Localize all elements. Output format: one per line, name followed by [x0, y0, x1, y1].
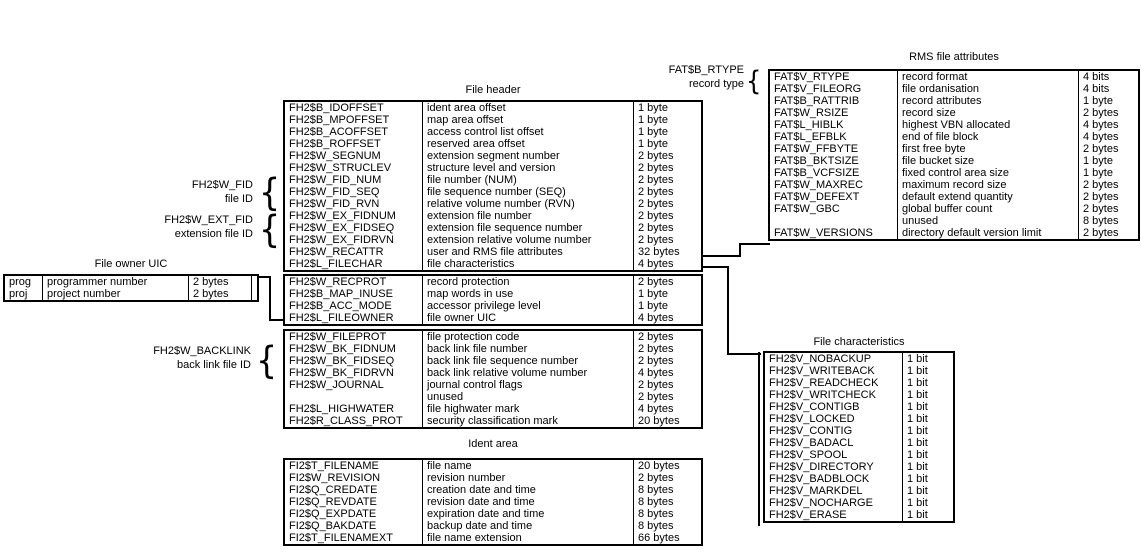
- field-size: 1 bit: [902, 401, 953, 413]
- table-row: [285, 300, 701, 312]
- table-row: [765, 365, 953, 377]
- brace-icon: {: [746, 66, 762, 97]
- table-row: [285, 258, 701, 270]
- field-size: 4 bits: [1078, 83, 1138, 95]
- field-size: 8 bytes: [633, 520, 701, 532]
- field-name: FH2$W_FILEPROT: [289, 331, 387, 343]
- table-row: [285, 496, 701, 508]
- field-size: 2 bytes: [633, 198, 701, 210]
- field-desc: highest VBN allocated: [897, 119, 1078, 131]
- field-name: FH2$B_MPOFFSET: [289, 114, 390, 126]
- field-desc: extension segment number: [422, 150, 633, 162]
- field-name: FH2$V_READCHECK: [769, 377, 879, 389]
- brace-icon: {: [259, 208, 281, 251]
- field-name: FAT$L_EFBLK: [774, 131, 847, 143]
- table-row: [770, 131, 1138, 143]
- field-name: FH2$B_ACOFFSET: [289, 126, 389, 138]
- field-desc: project number: [42, 288, 188, 300]
- file-characteristics-title: File characteristics: [813, 336, 905, 348]
- field-size: 4 bytes: [633, 367, 701, 379]
- rms-attributes-table: [768, 69, 1140, 241]
- field-size: 2 bytes: [188, 276, 252, 288]
- field-size: 4 bytes: [633, 258, 701, 270]
- table-row: [285, 532, 701, 544]
- field-name: FAT$V_RTYPE: [774, 71, 850, 83]
- table-row: [285, 174, 701, 186]
- table-row: [770, 71, 1138, 83]
- field-size: 1 bit: [902, 509, 953, 521]
- table-row: [770, 155, 1138, 167]
- field-desc: programmer number: [42, 276, 188, 288]
- field-name: FH2$V_MARKDEL: [769, 485, 863, 497]
- field-name: FH2$V_ERASE: [769, 509, 847, 521]
- field-name: FAT$W_VERSIONS: [774, 227, 873, 239]
- field-desc: file characteristics: [422, 258, 633, 270]
- table-row: [765, 449, 953, 461]
- table-row: [285, 210, 701, 222]
- field-desc: revision date and time: [422, 496, 633, 508]
- table-row: [765, 437, 953, 449]
- ident-area-table: [283, 458, 703, 546]
- field-desc: record size: [897, 107, 1078, 119]
- field-name: FH2$W_EX_FIDRVN: [289, 234, 394, 246]
- table-row: [770, 167, 1138, 179]
- label-ext-fid-desc: extension file ID: [174, 227, 253, 240]
- table-row: [765, 425, 953, 437]
- connector-uic-to-fileowner: [257, 277, 285, 320]
- field-size: 1 bit: [902, 353, 953, 365]
- field-size: 1 byte: [633, 102, 701, 114]
- label-ext-fid-symbol: FH2$W_EXT_FID: [164, 214, 253, 226]
- field-size: 2 bytes: [633, 472, 701, 484]
- field-size: 2 bytes: [1078, 107, 1138, 119]
- table-row: [285, 343, 701, 355]
- file-owner-uic-table: [3, 274, 259, 302]
- brace-icon: {: [259, 171, 281, 214]
- field-desc: accessor privilege level: [422, 300, 633, 312]
- field-size: 2 bytes: [633, 379, 701, 391]
- file-header-section3-table: [283, 329, 703, 429]
- field-name: FH2$L_HIGHWATER: [289, 403, 395, 415]
- table-row: [285, 288, 701, 300]
- table-row: [770, 191, 1138, 203]
- field-name: FH2$W_RECPROT: [289, 276, 387, 288]
- field-desc: unused: [897, 215, 1078, 227]
- table-row: [765, 509, 953, 521]
- field-desc: map area offset: [422, 114, 633, 126]
- field-size: 4 bytes: [633, 403, 701, 415]
- field-size: 2 bytes: [633, 343, 701, 355]
- field-name: FH2$R_CLASS_PROT: [289, 415, 403, 427]
- field-name: FH2$W_BK_FIDSEQ: [289, 355, 395, 367]
- field-desc: directory default version limit: [897, 227, 1078, 239]
- label-backlink-symbol: FH2$W_BACKLINK: [153, 345, 251, 357]
- field-size: 1 bit: [902, 485, 953, 497]
- field-name: FAT$W_GBC: [774, 203, 840, 215]
- field-name: proj: [9, 288, 28, 300]
- table-row: [285, 391, 701, 403]
- table-row: [770, 215, 1138, 227]
- connector-filechar-to-characteristics: [703, 267, 761, 354]
- field-size: 2 bytes: [633, 234, 701, 246]
- field-name: FH2$W_RECATTR: [289, 246, 384, 258]
- field-name: FAT$W_RSIZE: [774, 107, 849, 119]
- table-row: [285, 234, 701, 246]
- label-rtype: [614, 64, 744, 91]
- field-desc: access control list offset: [422, 126, 633, 138]
- table-row: [770, 143, 1138, 155]
- field-name: FI2$Q_REVDATE: [289, 496, 377, 508]
- table-row: [770, 203, 1138, 215]
- field-desc: ident area offset: [422, 102, 633, 114]
- connector-recattr-to-rms: [703, 244, 770, 256]
- field-desc: expiration date and time: [422, 508, 633, 520]
- file-header-section2-table: [283, 274, 703, 326]
- table-row: [285, 114, 701, 126]
- field-size: 1 byte: [633, 300, 701, 312]
- table-row: [285, 484, 701, 496]
- field-desc: record protection: [422, 276, 633, 288]
- field-desc: relative volume number (RVN): [422, 198, 633, 210]
- field-desc: file highwater mark: [422, 403, 633, 415]
- field-size: 1 bit: [902, 497, 953, 509]
- field-desc: reserved area offset: [422, 138, 633, 150]
- field-desc: extension file sequence number: [422, 222, 633, 234]
- field-name: FH2$B_ACC_MODE: [289, 300, 392, 312]
- field-name: FAT$V_FILEORG: [774, 83, 862, 95]
- field-size: 1 bit: [902, 413, 953, 425]
- field-size: 4 bytes: [633, 312, 701, 324]
- field-size: 1 bit: [902, 365, 953, 377]
- field-name: FAT$B_RATTRIB: [774, 95, 860, 107]
- table-row: [285, 367, 701, 379]
- field-size: 20 bytes: [633, 415, 701, 427]
- field-desc: file protection code: [422, 331, 633, 343]
- table-row: [285, 415, 701, 427]
- label-ext-fid: [103, 214, 253, 241]
- table-row: [285, 102, 701, 114]
- label-rtype-desc: record type: [688, 77, 744, 90]
- field-size: 1 bit: [902, 377, 953, 389]
- field-name: FAT$W_FFBYTE: [774, 143, 859, 155]
- table-row: [285, 472, 701, 484]
- table-row: [765, 485, 953, 497]
- field-size: 1 bit: [902, 449, 953, 461]
- table-row: [285, 246, 701, 258]
- field-desc: file ordanisation: [897, 83, 1078, 95]
- table-row: [770, 95, 1138, 107]
- field-desc: maximum record size: [897, 179, 1078, 191]
- field-name: FH2$V_NOCHARGE: [769, 497, 873, 509]
- field-desc: file name extension: [422, 532, 633, 544]
- field-name: prog: [9, 276, 32, 288]
- field-size: 2 bytes: [188, 288, 252, 300]
- field-name: FH2$W_EX_FIDSEQ: [289, 222, 395, 234]
- field-size: 1 bit: [902, 425, 953, 437]
- table-row: [770, 83, 1138, 95]
- field-size: 2 bytes: [633, 331, 701, 343]
- table-row: [770, 179, 1138, 191]
- field-desc: creation date and time: [422, 484, 633, 496]
- field-desc: file sequence number (SEQ): [422, 186, 633, 198]
- field-size: 2 bytes: [633, 391, 701, 403]
- field-size: 1 bit: [902, 389, 953, 401]
- field-size: 4 bytes: [1078, 131, 1138, 143]
- table-row: [770, 107, 1138, 119]
- field-desc: back link file sequence number: [422, 355, 633, 367]
- table-row: [5, 276, 252, 288]
- table-row: [285, 460, 701, 472]
- field-name: FI2$Q_EXPDATE: [289, 508, 377, 520]
- field-desc: structure level and version: [422, 162, 633, 174]
- field-desc: file number (NUM): [422, 174, 633, 186]
- table-row: [765, 413, 953, 425]
- field-size: 2 bytes: [633, 162, 701, 174]
- table-row: [765, 353, 953, 365]
- rms-attributes-title: RMS file attributes: [909, 51, 999, 63]
- field-size: 2 bytes: [1078, 191, 1138, 203]
- field-desc: back link relative volume number: [422, 367, 633, 379]
- table-row: [5, 288, 252, 300]
- field-desc: extension file number: [422, 210, 633, 222]
- field-name: FI2$T_FILENAME: [289, 460, 379, 472]
- field-name: FI2$W_REVISION: [289, 472, 381, 484]
- file-characteristics-table: [763, 351, 955, 523]
- table-row: [285, 150, 701, 162]
- field-desc: security classification mark: [422, 415, 633, 427]
- field-desc: fixed control area size: [897, 167, 1078, 179]
- field-name: FH2$W_FID_RVN: [289, 198, 380, 210]
- table-row: [285, 162, 701, 174]
- label-fid: [103, 179, 253, 206]
- field-size: 1 bit: [902, 473, 953, 485]
- table-row: [770, 119, 1138, 131]
- table-row: [285, 355, 701, 367]
- table-row: [285, 276, 701, 288]
- field-size: 1 byte: [633, 138, 701, 150]
- label-backlink: [100, 345, 251, 372]
- table-row: [765, 497, 953, 509]
- field-size: 2 bytes: [633, 174, 701, 186]
- field-desc: file bucket size: [897, 155, 1078, 167]
- field-name: FH2$V_DIRECTORY: [769, 461, 874, 473]
- field-size: 1 byte: [633, 126, 701, 138]
- table-row: [770, 227, 1138, 239]
- field-desc: record attributes: [897, 95, 1078, 107]
- field-name: FH2$W_STRUCLEV: [289, 162, 392, 174]
- field-name: FH2$L_FILECHAR: [289, 258, 383, 270]
- field-name: FH2$B_IDOFFSET: [289, 102, 384, 114]
- field-name: FH2$W_FID_SEQ: [289, 186, 380, 198]
- table-row: [285, 222, 701, 234]
- field-name: FI2$Q_BAKDATE: [289, 520, 377, 532]
- field-name: [770, 215, 897, 227]
- file-owner-uic-title: File owner UIC: [94, 258, 168, 270]
- brace-icon: {: [256, 339, 278, 382]
- field-desc: user and RMS file attributes: [422, 246, 633, 258]
- field-name: FI2$Q_CREDATE: [289, 484, 378, 496]
- field-name: FH2$W_BK_FIDNUM: [289, 343, 396, 355]
- table-row: [285, 186, 701, 198]
- field-desc: default extend quantity: [897, 191, 1078, 203]
- field-desc: file name: [422, 460, 633, 472]
- field-size: 1 byte: [1078, 95, 1138, 107]
- field-desc: revision number: [422, 472, 633, 484]
- field-size: 32 bytes: [633, 246, 701, 258]
- field-name: FH2$V_SPOOL: [769, 449, 848, 461]
- field-name: FAT$B_VCFSIZE: [774, 167, 860, 179]
- field-size: 8 bytes: [633, 496, 701, 508]
- field-name: FH2$V_NOBACKUP: [769, 353, 872, 365]
- field-size: 1 byte: [1078, 155, 1138, 167]
- table-row: [765, 389, 953, 401]
- table-row: [765, 377, 953, 389]
- table-row: [285, 138, 701, 150]
- label-fid-desc: file ID: [224, 192, 253, 205]
- field-name: FH2$V_BADACL: [769, 437, 854, 449]
- field-size: 8 bytes: [1078, 215, 1138, 227]
- field-size: 2 bytes: [633, 150, 701, 162]
- field-size: 8 bytes: [633, 508, 701, 520]
- field-size: 2 bytes: [633, 186, 701, 198]
- field-desc: first free byte: [897, 143, 1078, 155]
- field-name: FH2$V_WRITEBACK: [769, 365, 875, 377]
- field-name: FAT$L_HIBLK: [774, 119, 844, 131]
- field-desc: extension relative volume number: [422, 234, 633, 246]
- field-name: FH2$W_JOURNAL: [289, 379, 384, 391]
- field-desc: backup date and time: [422, 520, 633, 532]
- table-row: [285, 403, 701, 415]
- table-row: [285, 508, 701, 520]
- field-name: FH2$W_EX_FIDNUM: [289, 210, 396, 222]
- field-size: 1 bit: [902, 461, 953, 473]
- field-name: FH2$L_FILEOWNER: [289, 312, 394, 324]
- field-desc: file owner UIC: [422, 312, 633, 324]
- field-size: 1 byte: [633, 114, 701, 126]
- field-size: 20 bytes: [633, 460, 701, 472]
- table-row: [285, 520, 701, 532]
- field-size: 1 byte: [1078, 167, 1138, 179]
- field-name: FH2$V_CONTIG: [769, 425, 853, 437]
- field-size: 1 byte: [633, 288, 701, 300]
- field-size: 2 bytes: [1078, 143, 1138, 155]
- field-desc: map words in use: [422, 288, 633, 300]
- label-backlink-desc: back link file ID: [177, 358, 251, 371]
- field-size: 1 bit: [902, 437, 953, 449]
- field-size: 4 bytes: [1078, 119, 1138, 131]
- field-size: 2 bytes: [1078, 179, 1138, 191]
- field-name: FAT$B_BKTSIZE: [774, 155, 859, 167]
- field-desc: record format: [897, 71, 1078, 83]
- table-row: [765, 473, 953, 485]
- field-size: 66 bytes: [633, 532, 701, 544]
- table-row: [285, 126, 701, 138]
- field-desc: unused: [422, 391, 633, 403]
- file-header-title: File header: [465, 84, 521, 96]
- label-rtype-symbol: FAT$B_RTYPE: [668, 64, 744, 76]
- field-desc: end of file block: [897, 131, 1078, 143]
- field-size: 2 bytes: [633, 355, 701, 367]
- field-name: FI2$T_FILENAMEXT: [289, 532, 393, 544]
- field-size: 2 bytes: [1078, 227, 1138, 239]
- field-desc: back link file number: [422, 343, 633, 355]
- table-row: [285, 331, 701, 343]
- table-row: [765, 401, 953, 413]
- field-name: FAT$W_MAXREC: [774, 179, 864, 191]
- table-row: [285, 198, 701, 210]
- field-name: FH2$V_LOCKED: [769, 413, 855, 425]
- field-name: FH2$W_BK_FIDRVN: [289, 367, 394, 379]
- field-name: FAT$W_DEFEXT: [774, 191, 860, 203]
- field-name: FH2$W_FID_NUM: [289, 174, 382, 186]
- field-size: 8 bytes: [633, 484, 701, 496]
- table-row: [285, 379, 701, 391]
- field-size: 2 bytes: [633, 276, 701, 288]
- field-name: FH2$V_BADBLOCK: [769, 473, 870, 485]
- table-row: [765, 461, 953, 473]
- ident-area-title: Ident area: [468, 438, 518, 450]
- field-size: 4 bits: [1078, 71, 1138, 83]
- field-desc: journal control flags: [422, 379, 633, 391]
- field-size: 2 bytes: [633, 222, 701, 234]
- field-name: FH2$V_CONTIGB: [769, 401, 860, 413]
- field-size: 2 bytes: [1078, 203, 1138, 215]
- field-name: [285, 391, 422, 403]
- file-header-section1-table: [283, 100, 703, 272]
- field-name: FH2$B_MAP_INUSE: [289, 288, 393, 300]
- field-name: FH2$V_WRITCHECK: [769, 389, 876, 401]
- table-row: [285, 312, 701, 324]
- field-name: FH2$B_ROFFSET: [289, 138, 381, 150]
- field-name: FH2$W_SEGNUM: [289, 150, 381, 162]
- field-desc: global buffer count: [897, 203, 1078, 215]
- label-fid-symbol: FH2$W_FID: [191, 179, 253, 191]
- field-size: 2 bytes: [633, 210, 701, 222]
